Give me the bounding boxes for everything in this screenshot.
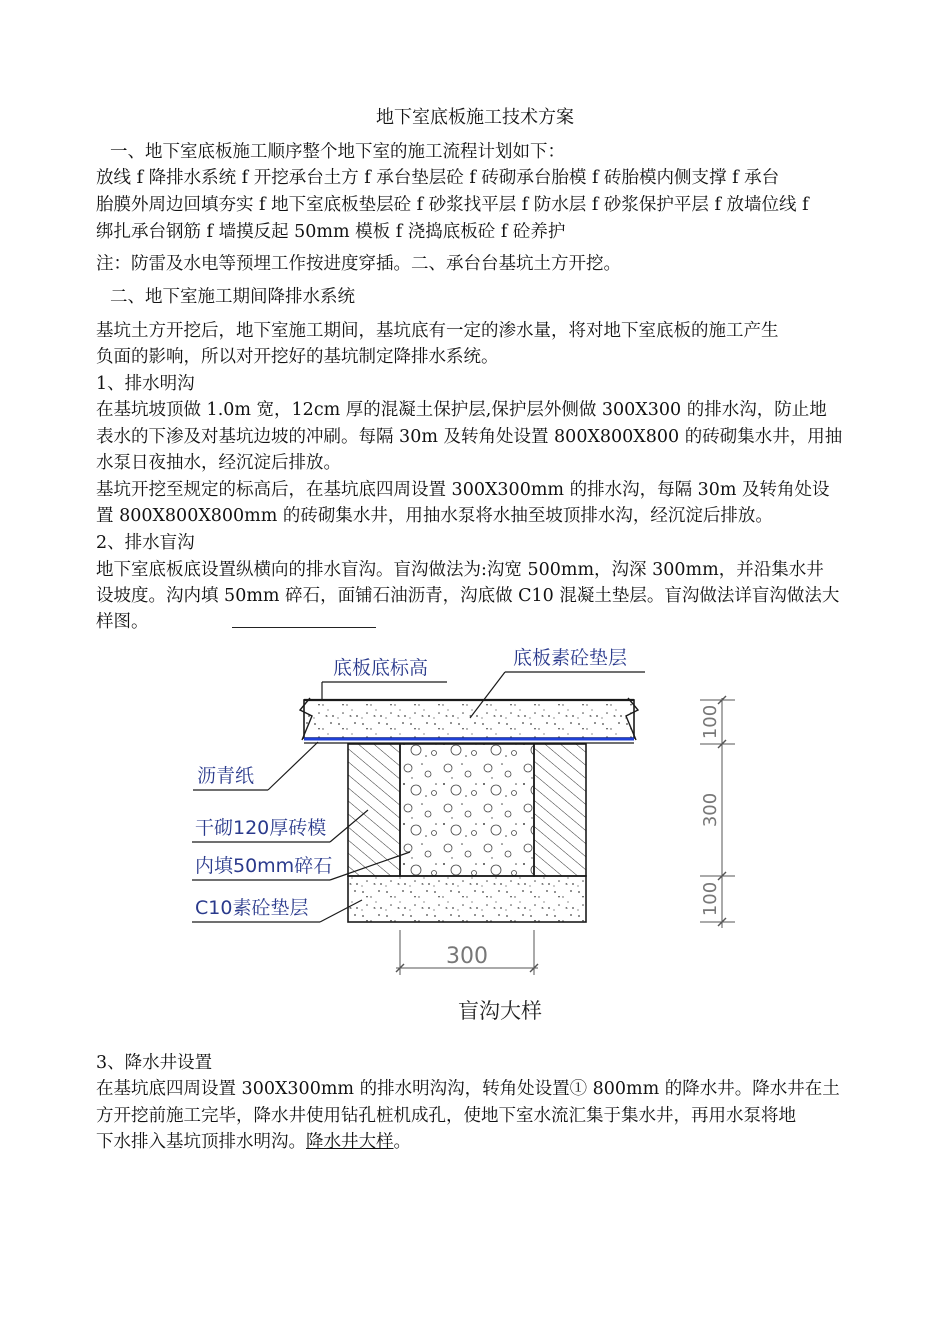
slab-cushion-layer [304,700,634,738]
sub3-line-2: 方开挖前施工完毕，降水井使用钻孔桩机成孔，使地下室水流汇集于集水井，再用水泵将地 [96,1106,796,1126]
dim-right-100-bottom: 100 [700,881,721,917]
sub1-p1-line-2: 表水的下渗及对基坑边坡的冲刷。每隔 30m 及转角处设置 800X800X800 的砖砌集水井，用抽 [96,427,843,447]
document-title: 地下室底板施工技术方案 [376,107,574,128]
sub3-line-3 [96,1130,411,1154]
sub3-heading: 3、降水井设置 [96,1053,213,1073]
left-brick-wall [348,744,400,876]
label-gravel: 内填50mm碎石 [195,855,333,877]
dewatering-well-detail-link[interactable]: 降水井大样 [306,1132,394,1152]
section1-heading: 一、地下室底板施工顺序整个地下室的施工流程计划如下： [110,142,565,162]
section2-line-1: 基坑土方开挖后，地下室施工期间，基坑底有一定的渗水量，将对地下室底板的施工产生 [96,321,779,341]
sub1-p2-line-1: 基坑开挖至规定的标高后，在基坑底四周设置 300X300mm 的排水沟，每隔 30m 及转角处设 [96,480,830,500]
note-line: 注：防雷及水电等预埋工作按进度穿插。二、承台台基坑土方开挖。 [96,254,621,274]
flow-line-1: 放线 f 降排水系统 f 开挖承台土方 f 承台垫层砼 f 砖砌承台胎模 f 砖胎模内侧支撑 f 承台 [96,168,780,188]
sub1-p1-line-1: 在基坑坡顶做 1.0m 宽，12cm 厚的混凝土保护层,保护层外侧做 300X300 的排水沟，防止地 [96,400,827,420]
diagram-caption: 盲沟大样 [458,999,542,1023]
label-slab-bottom-elevation: 底板底标高 [333,657,429,679]
label-c10-cushion: C10素砼垫层 [195,897,309,919]
sub3-line-1: 在基坑底四周设置 300X300mm 的排水明沟沟，转角处设置① 800mm 的降水井。降水井在土 [96,1079,840,1099]
right-brick-wall [534,744,586,876]
sub2-line-2: 设坡度。沟内填 50mm 碎石，面铺石油沥青，沟底做 C10 混凝土垫层。盲沟做法详盲沟做法大 [96,586,840,606]
sub1-p2-line-2: 置 800X800X800mm 的砖砌集水井，用抽水泵将水抽至坡顶排水沟，经沉淀后排放。 [96,506,773,526]
flow-line-3: 绑扎承台钢筋 f 墙摸反起 50mm 模板 f 浇捣底板砼 f 砼养护 [96,222,566,242]
label-asphalt-paper: 沥青纸 [197,765,255,787]
dim-bottom-300: 300 [446,944,488,969]
section2-heading: 二、地下室施工期间降排水系统 [110,287,355,307]
sub2-line-1: 地下室底板底设置纵横向的排水盲沟。盲沟做法为:沟宽 500mm，沟深 300mm，并沿集水井 [96,560,824,580]
flow-line-2: 胎膜外周边回填夯实 f 地下室底板垫层砼 f 砂浆找平层 f 防水层 f 砂浆保护平层 f 放墙位线 f [96,195,809,215]
sub2-line-3: 样图。 [96,612,149,632]
label-brick-mold: 干砌120厚砖模 [195,817,327,839]
sub3-line-3-text: 下水排入基坑顶排水明沟。 [96,1132,306,1152]
sub1-p1-line-3: 水泵日夜抽水，经沉淀后排放。 [96,453,341,473]
c10-cushion [348,876,586,922]
section2-line-2: 负面的影响，所以对开挖好的基坑制定降排水系统。 [96,347,499,367]
gravel-fill [400,744,534,876]
sub3-line-3-end: 。 [393,1132,411,1152]
sub2-heading: 2、排水盲沟 [96,533,195,553]
label-slab-cushion: 底板素砼垫层 [513,647,628,669]
dim-right-100-top: 100 [700,704,721,740]
dim-right-300: 300 [700,792,721,828]
sub1-heading: 1、排水明沟 [96,374,195,394]
